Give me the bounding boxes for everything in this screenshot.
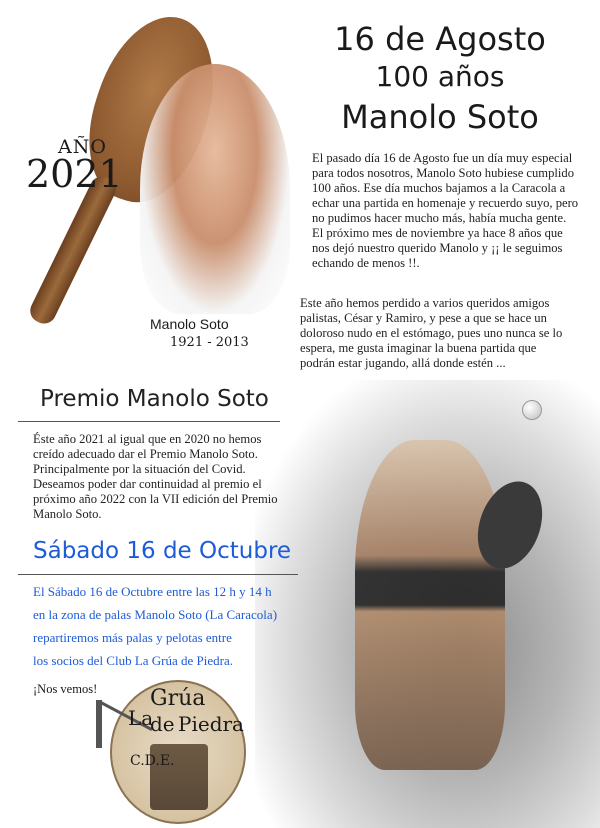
- heading-date: 16 de Agosto: [334, 20, 546, 58]
- crane-icon: [96, 700, 102, 748]
- year-label: AÑO: [58, 136, 107, 158]
- tribute-paragraph-2: Este año hemos perdido a varios queridos amigos palistas, César y Ramiro, y pese a que se hace un doloroso nudo en el estómago, pues uno nunca se lo espera, me gusta imaginar la buena partida que podrán estar jugando, allá donde estén ...: [300, 296, 563, 370]
- event-line-1: El Sábado 16 de Octubre entre las 12 h y 14 h: [33, 584, 272, 599]
- portrait-caption-name: Manolo Soto: [150, 316, 229, 332]
- player-photo: [355, 440, 505, 770]
- portrait-caption-years: 1921 - 2013: [170, 335, 249, 350]
- logo-cde: C.D.E.: [130, 753, 175, 769]
- event-line-3: repartiremos más palas y pelotas entre: [33, 630, 232, 645]
- logo-word-piedra: Piedra: [178, 712, 244, 736]
- event-line-2: en la zona de palas Manolo Soto (La Caracola): [33, 607, 278, 622]
- premio-text: Éste año 2021 al igual que en 2020 no hemos creído adecuado dar el Premio Manolo Soto. Principalmente por la situación del Covid. Deseamos poder dar continuidad al premio el próximo año 2022 con la VII edición del Premio Manolo Soto.: [33, 432, 278, 521]
- logo-word-grua: Grúa: [150, 686, 206, 711]
- tribute-paragraph-1: El pasado día 16 de Agosto fue un día muy especial para todos nosotros, Manolo Soto hubiese cumplido 100 años. Ese día muchos bajamos a la Caracola a echar una partida en homenaje y recuerdo suyo, pero no pudimos hacer mucho más, había mucha gente. El próximo mes de noviembre ya hace 8 años que nos dejó nuestro querido Manolo y ¡¡ le seguimos echando de menos !!.: [312, 151, 579, 270]
- premio-divider: [18, 421, 280, 422]
- event-divider: [18, 574, 298, 575]
- closing-text: ¡Nos vemos!: [33, 682, 98, 696]
- event-title: Sábado 16 de Octubre: [33, 538, 292, 564]
- heading-years: 100 años: [375, 60, 505, 93]
- logo-word-la: La: [128, 706, 154, 730]
- portrait-photo: [140, 64, 290, 314]
- event-line-4: los socios del Club La Grúa de Piedra.: [33, 653, 234, 668]
- premio-title: Premio Manolo Soto: [40, 386, 269, 412]
- ball-icon: [522, 400, 542, 420]
- logo-word-de: de: [150, 712, 175, 736]
- year-number: 2021: [26, 152, 123, 196]
- heading-name: Manolo Soto: [341, 98, 539, 136]
